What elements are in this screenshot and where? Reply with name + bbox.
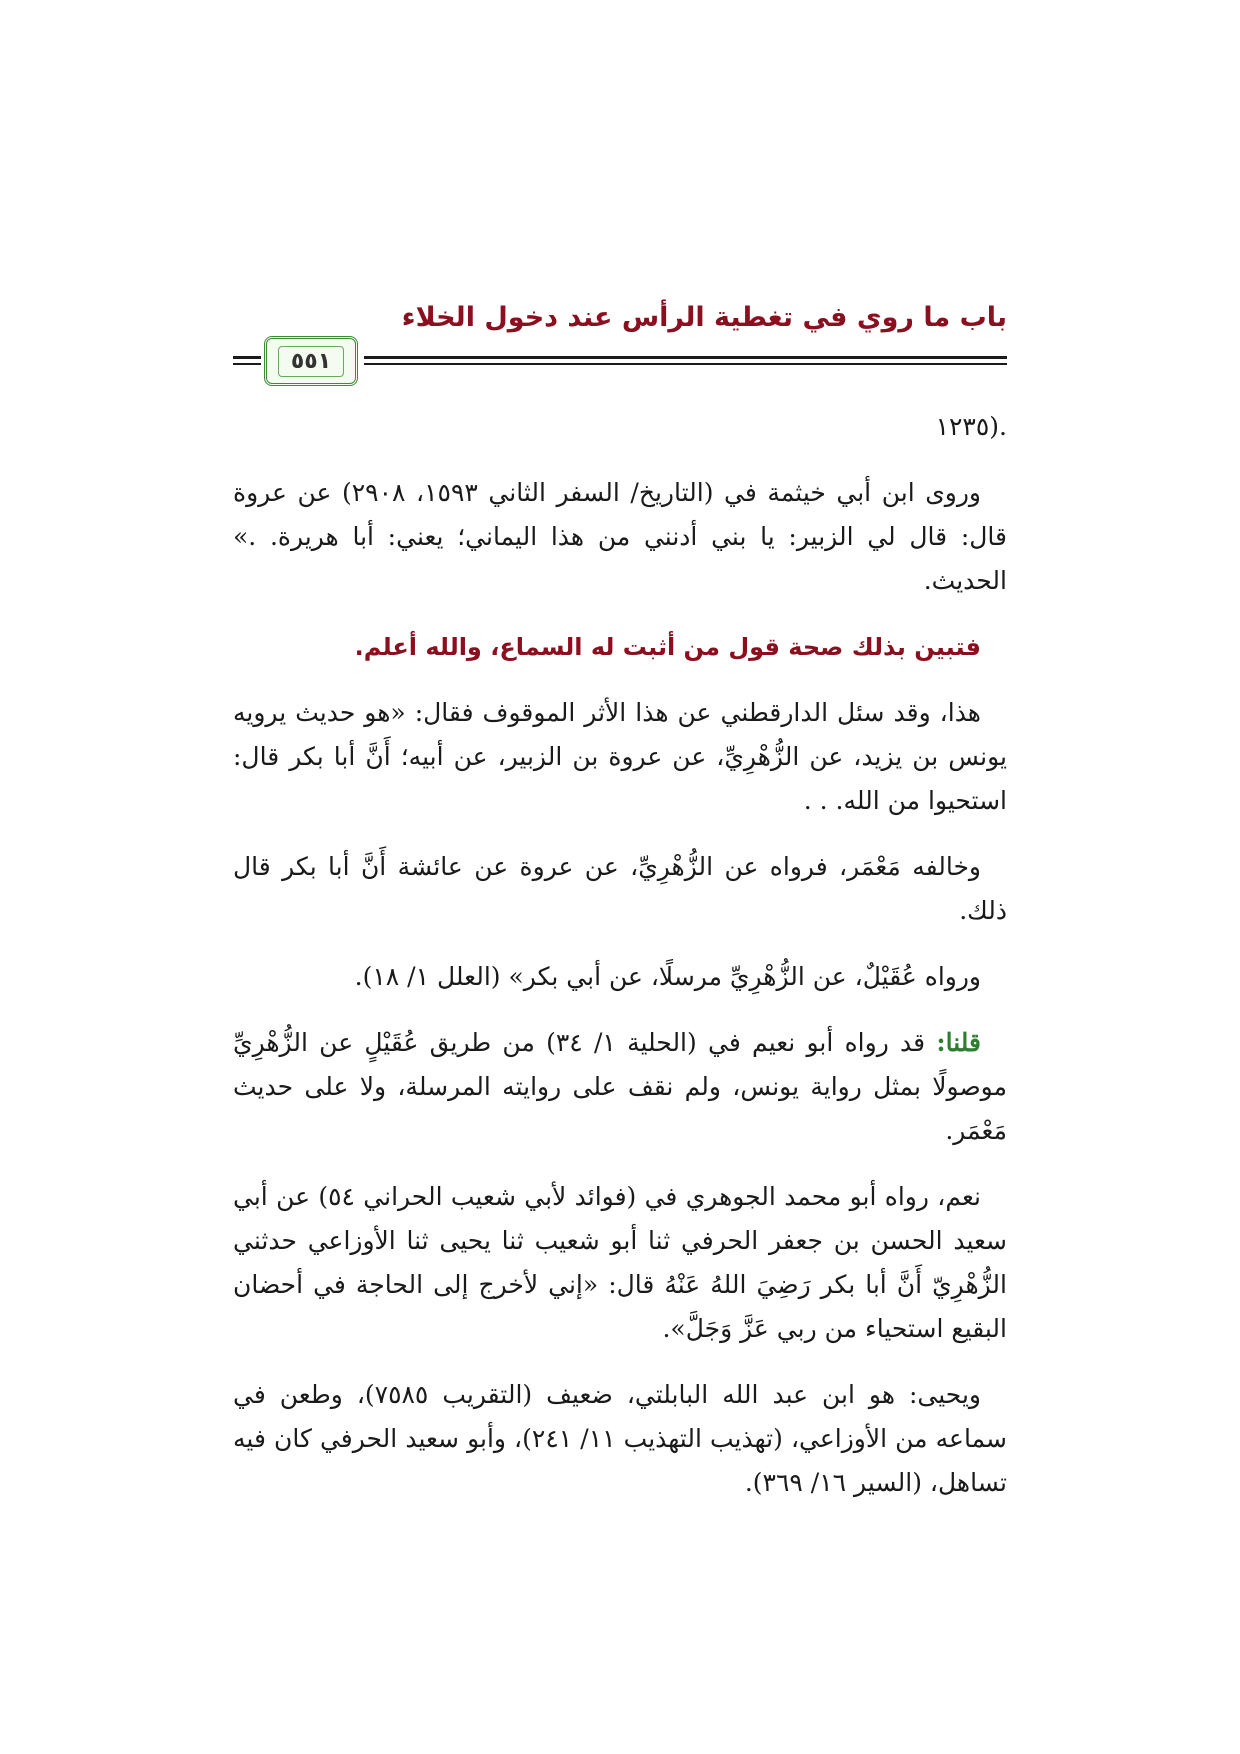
paragraph-ibn-abi-khaythama: وروى ابن أبي خيثمة في (التاريخ/ السفر الثاني ١٥٩٣، ٢٩٠٨) عن عروة قال: قال لي الزبير: يا بني أدنني من هذا اليماني؛ يعني: أبا هريرة. .» الحديث. — [233, 478, 1007, 595]
paragraph-uqayl: ورواه عُقَيْلٌ، عن الزُّهْرِيِّ مرسلًا، عن أبي بكر» (العلل ١/ ١٨). — [354, 962, 981, 991]
paragraph-yahya: ويحيى: هو ابن عبد الله البابلتي، ضعيف (التقريب ٧٥٨٥)، وطعن في سماعه من الأوزاعي، (تهذيب التهذيب ١١/ ٢٤١)، وأبو سعيد الحرفي كان فيه تساهل، (السير ١٦/ ٣٦٩). — [233, 1380, 1007, 1497]
header-rule-long — [364, 356, 1007, 359]
page-body — [233, 405, 1007, 1527]
page-number-badge — [264, 336, 358, 386]
paragraph-qulna — [233, 1021, 1007, 1153]
header-rule-short-lower — [233, 363, 261, 365]
paragraph-jawhari: نعم، رواه أبو محمد الجوهري في (فوائد لأبي شعيب الحراني ٥٤) عن أبي سعيد الحسن بن جعفر الحرفي ثنا أبو شعيب ثنا يحيى ثنا الأوزاعي حدثني الزُّهْرِيّ أَنَّ أبا بكر رَضِيَ اللهُ عَنْهُ قال: «إني لأخرج إلى الحاجة في أحضان البقيع استحياء من ربي عَزَّ وَجَلَّ». — [233, 1182, 1007, 1343]
qulna-text: قد رواه أبو نعيم في (الحلية ١/ ٣٤) من طريق عُقَيْلٍ عن الزُّهْرِيِّ موصولًا بمثل رواية يونس، ولم نقف على روايته المرسلة، ولا على حديث مَعْمَر. — [233, 1028, 1007, 1145]
running-header-title: باب ما روي في تغطية الرأس عند دخول الخلاء — [401, 302, 1007, 333]
page-number: ٥٥١ — [278, 346, 344, 377]
paragraph-daraqutni: هذا، وقد سئل الدارقطني عن هذا الأثر الموقوف فقال: «هو حديث يرويه يونس بن يزيد، عن الزُّهْرِيِّ، عن عروة بن الزبير، عن أبيه؛ أَنَّ أبا بكر قال: استحيوا من الله. . . — [233, 698, 1007, 815]
qulna-label: قلنا: — [936, 1028, 981, 1057]
header-rule-long-lower — [364, 363, 1007, 365]
paragraph-mamar: وخالفه مَعْمَر، فرواه عن الزُّهْرِيِّ، عن عروة عن عائشة أَنَّ أبا بكر قال ذلك. — [233, 852, 1007, 925]
header-rule-short — [233, 356, 261, 359]
highlighted-conclusion: فتبين بذلك صحة قول من أثبت له السماع، والله أعلم. — [354, 633, 981, 661]
paragraph-continuation: .(١٢٣٥ — [935, 412, 1007, 441]
